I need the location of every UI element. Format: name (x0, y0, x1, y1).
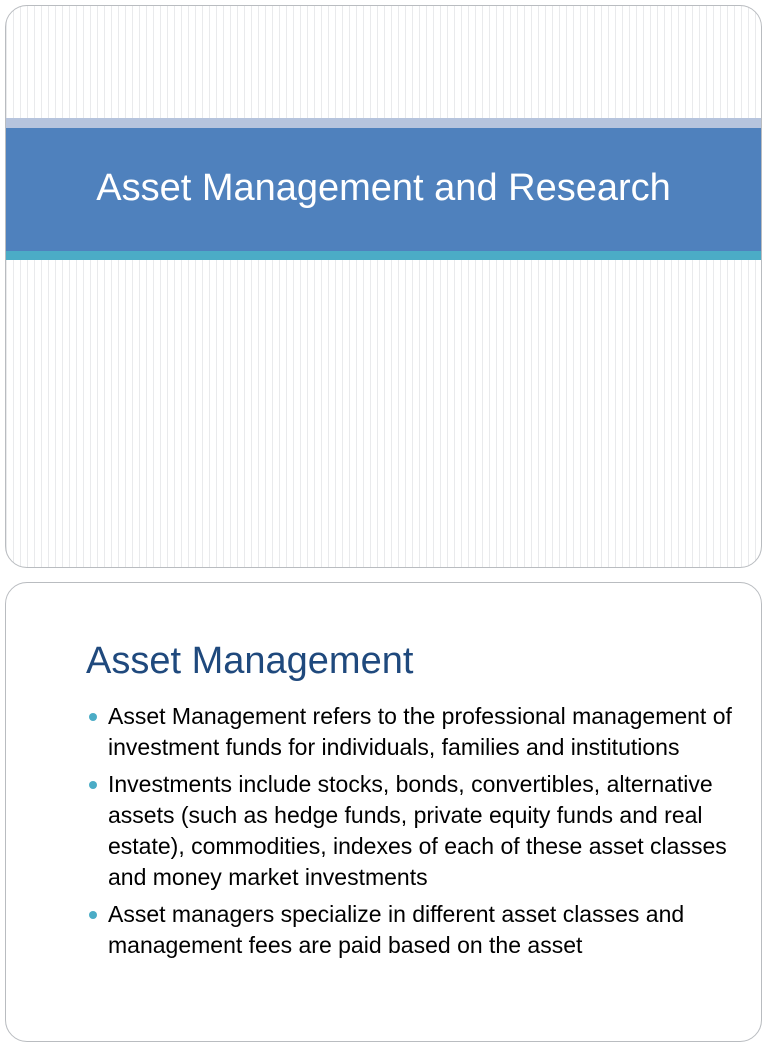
bullet-dot-icon (89, 911, 97, 919)
content-slide (5, 582, 762, 1042)
title-top-strip (6, 118, 761, 128)
bullet-text: Asset managers specialize in different asset classes and management fees are paid based on the asset (108, 901, 685, 958)
title-slide (5, 5, 762, 568)
bullet-dot-icon (89, 781, 97, 789)
bullet-text: Asset Management refers to the professional management of investment funds for individuals, families and institutions (108, 703, 732, 760)
slide-heading: Asset Management (86, 640, 414, 682)
slide-title: Asset Management and Research (96, 167, 671, 209)
bullet-item (86, 769, 736, 893)
bullet-dot-icon (89, 713, 97, 721)
bullet-text: Investments include stocks, bonds, convertibles, alternative assets (such as hedge funds, private equity funds and real estate), commodities, indexes of each of these asset classes and money market investments (108, 771, 727, 890)
bullet-item (86, 899, 736, 961)
bullet-item (86, 701, 736, 763)
title-bottom-strip (6, 251, 761, 260)
bullet-list (86, 701, 736, 967)
